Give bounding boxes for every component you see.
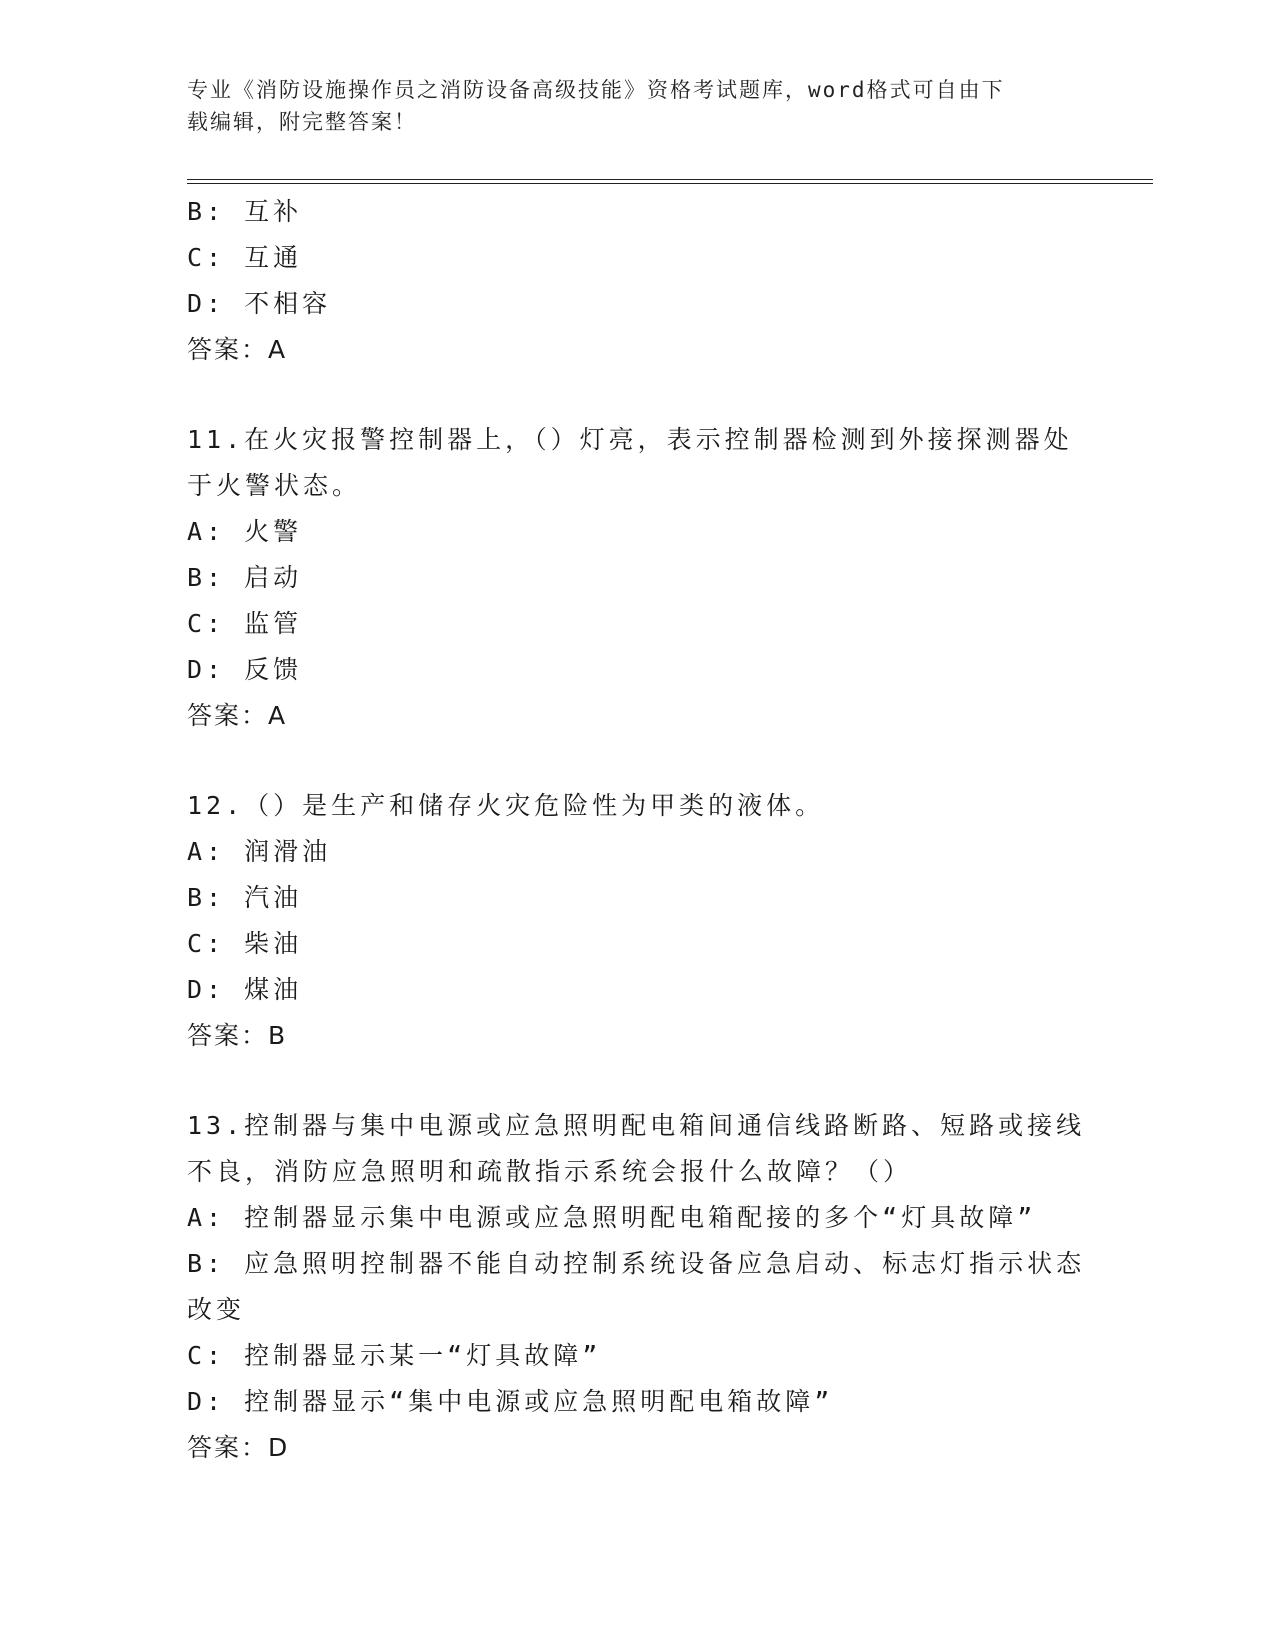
option-d: D: 不相容 — [187, 289, 332, 318]
header-divider-top — [187, 179, 1153, 180]
spacer — [187, 373, 1087, 417]
spacer — [187, 739, 1087, 783]
header-line-1: 专业《消防设施操作员之消防设备高级技能》资格考试题库，word格式可自由下 — [187, 78, 1005, 102]
question-stem-line-2: 不良，消防应急照明和疏散指示系统会报什么故障？（） — [187, 1157, 913, 1186]
answer: 答案：A — [187, 701, 288, 730]
option-b-continued: 改变 — [187, 1295, 246, 1324]
page-header — [187, 74, 1067, 138]
spacer — [187, 1059, 1087, 1103]
option-d: D: 反馈 — [187, 655, 303, 684]
answer: 答案：D — [187, 1433, 290, 1462]
option-d: D: 煤油 — [187, 975, 303, 1004]
option-a: A: 润滑油 — [187, 837, 332, 866]
header-divider-bottom — [187, 183, 1153, 184]
question-stem-line-2: 于火警状态。 — [187, 471, 362, 500]
question-stem-line-1: 11.在火灾报警控制器上，（）灯亮，表示控制器检测到外接探测器处 — [187, 425, 1073, 454]
question-11 — [187, 417, 1087, 739]
question-10-continued — [187, 189, 1087, 373]
option-c: C: 控制器显示某一“灯具故障” — [187, 1341, 602, 1370]
option-d: D: 控制器显示“集中电源或应急照明配电箱故障” — [187, 1387, 834, 1416]
option-b: B: 汽油 — [187, 883, 303, 912]
option-b: B: 应急照明控制器不能自动控制系统设备应急启动、标志灯指示状态 — [187, 1249, 1086, 1278]
option-c: C: 柴油 — [187, 929, 303, 958]
option-c: C: 互通 — [187, 243, 303, 272]
answer: 答案：A — [187, 335, 288, 364]
option-c: C: 监管 — [187, 609, 303, 638]
option-b: B: 互补 — [187, 197, 303, 226]
question-13 — [187, 1103, 1087, 1471]
option-a: A: 火警 — [187, 517, 303, 546]
header-line-2: 载编辑，附完整答案！ — [187, 110, 417, 134]
answer: 答案：B — [187, 1021, 288, 1050]
question-stem-line-1: 13.控制器与集中电源或应急照明配电箱间通信线路断路、短路或接线 — [187, 1111, 1086, 1140]
option-a: A: 控制器显示集中电源或应急照明配电箱配接的多个“灯具故障” — [187, 1203, 1037, 1232]
question-12 — [187, 783, 1087, 1059]
question-stem-line-1: 12.（）是生产和储存火灾危险性为甲类的液体。 — [187, 791, 825, 820]
option-b: B: 启动 — [187, 563, 303, 592]
question-content — [187, 189, 1087, 1471]
